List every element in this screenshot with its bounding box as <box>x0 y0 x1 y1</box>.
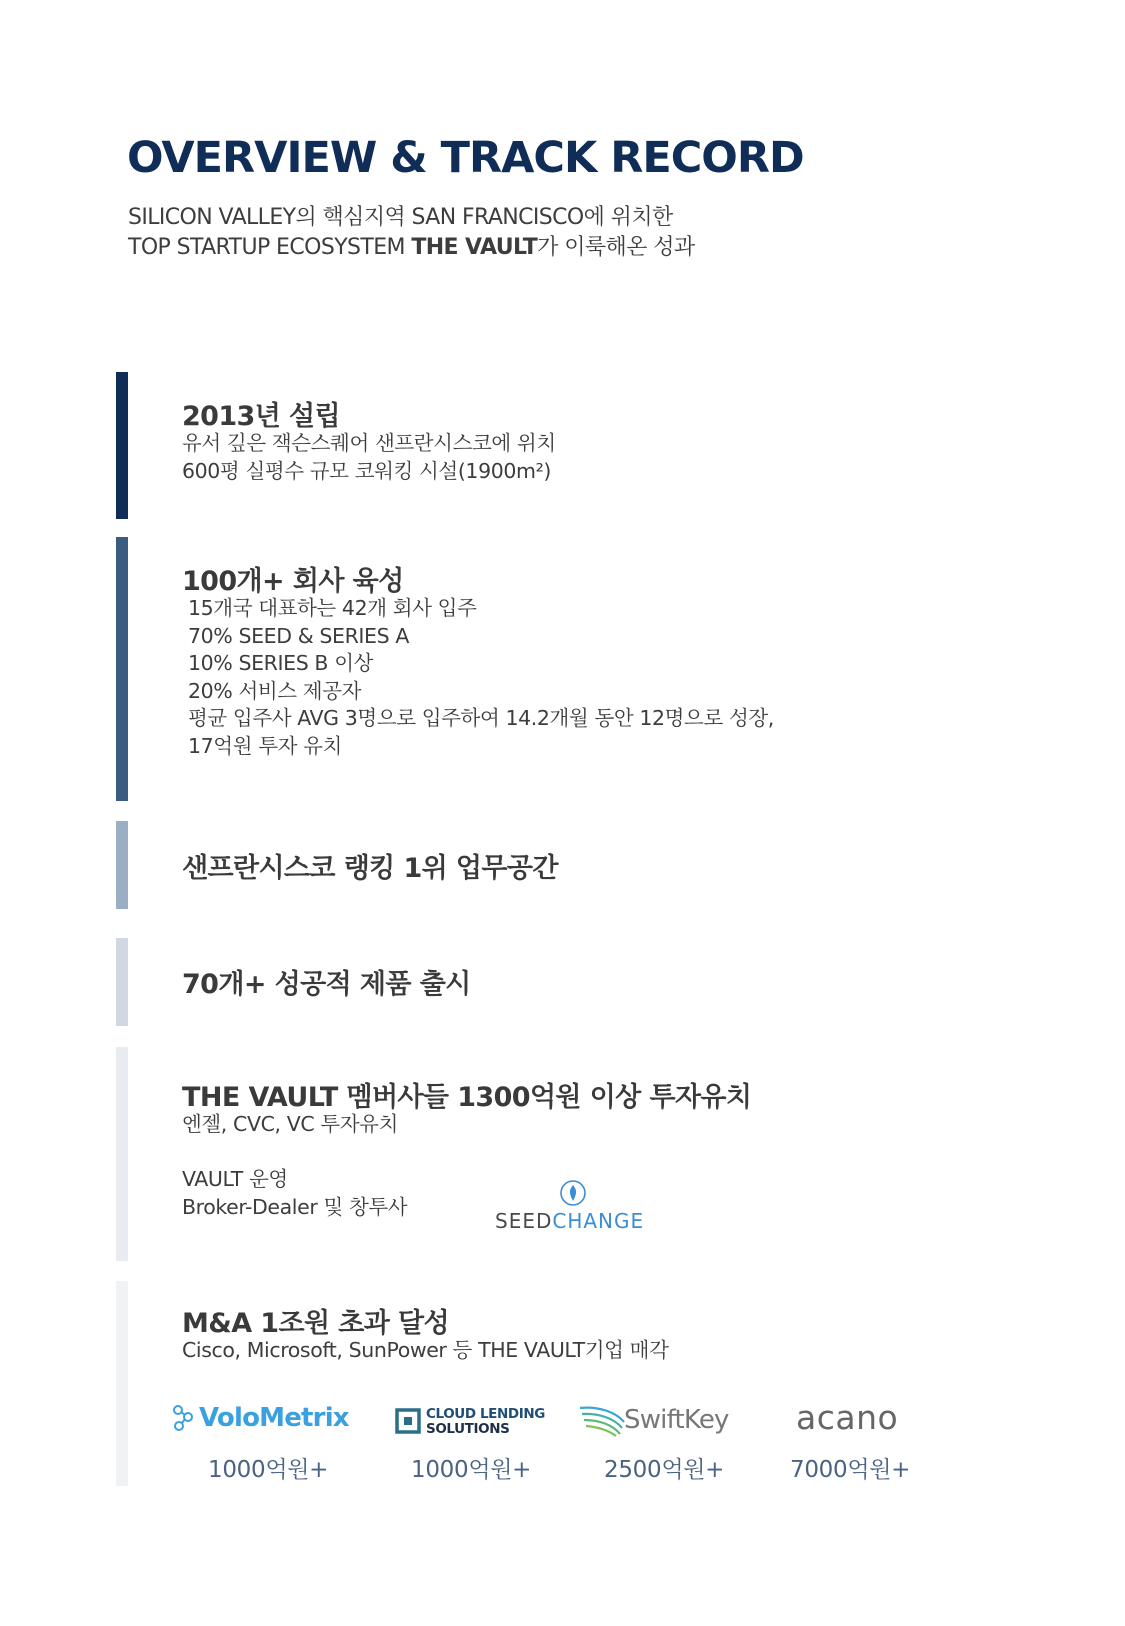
volometrix-wordmark: VoloMetrix <box>199 1403 349 1433</box>
exit-amount: 7000억원+ <box>790 1457 911 1483</box>
section-line: 20% 서비스 제공자 <box>188 678 362 703</box>
subtitle-line-2-suffix: 가 이룩해온 성과 <box>537 235 695 260</box>
cloud-lending-mark-icon <box>395 1408 421 1434</box>
cloud-lending-wordmark-1: CLOUD LENDING <box>426 1406 545 1422</box>
section-ranking <box>116 821 996 909</box>
acano-wordmark: acano <box>796 1398 899 1437</box>
section-accent-bar <box>116 1281 128 1486</box>
section-line: 600평 실평수 규모 코워킹 시설(1900m²) <box>182 458 551 483</box>
section-accent-bar <box>116 372 128 519</box>
exit-volometrix <box>172 1400 362 1490</box>
cloud-lending-logo <box>393 1400 583 1440</box>
volometrix-molecule-icon <box>172 1404 198 1434</box>
section-heading: 100개+ 회사 육성 <box>182 566 404 597</box>
subtitle-line-1: SILICON VALLEY의 핵심지역 SAN FRANCISCO에 위치한 <box>128 205 673 230</box>
exit-swiftkey <box>578 1400 768 1490</box>
section-extra-lines <box>182 1166 407 1221</box>
subtitle-brand: THE VAULT <box>411 235 538 260</box>
section-line: 엔젤, CVC, VC 투자유치 <box>182 1112 398 1136</box>
section-line: Cisco, Microsoft, SunPower 등 THE VAULT기업 매각 <box>182 1338 669 1362</box>
section-accent-bar <box>116 821 128 909</box>
section-accent-bar <box>116 938 128 1026</box>
seedchange-logo <box>495 1183 655 1238</box>
cloud-lending-wordmark-2: SOLUTIONS <box>426 1421 510 1437</box>
section-accent-bar <box>116 1047 128 1261</box>
section-lines <box>182 1111 398 1139</box>
section-incubated <box>116 537 996 801</box>
seedchange-wordmark <box>495 1209 644 1233</box>
section-line: 15개국 대표하는 42개 회사 입주 <box>188 596 477 620</box>
section-heading: 샌프란시스코 랭킹 1위 업무공간 <box>182 853 558 884</box>
section-accent-bar <box>116 537 128 801</box>
section-founded <box>116 372 996 519</box>
section-line: 평균 입주사 AVG 3명으로 입주하여 14.2개월 동안 12명으로 성장, <box>188 706 774 730</box>
section-line: 10% SERIES B 이상 <box>188 651 374 675</box>
section-line: VAULT 운영 <box>182 1167 288 1191</box>
section-line: 17억원 투자 유치 <box>188 733 342 758</box>
section-lines <box>182 430 556 485</box>
exit-amount: 1000억원+ <box>411 1457 532 1483</box>
exit-acano <box>790 1400 980 1490</box>
section-heading: THE VAULT 멤버사들 1300억원 이상 투자유치 <box>182 1082 752 1113</box>
section-line: 유서 깊은 잭슨스퀘어 샌프란시스코에 위치 <box>182 431 556 455</box>
swiftkey-wordmark: SwiftKey <box>624 1405 729 1435</box>
section-line: Broker-Dealer 및 창투사 <box>182 1194 408 1219</box>
section-lines <box>182 1337 668 1365</box>
section-products <box>116 938 996 1026</box>
section-lines <box>188 595 774 760</box>
swiftkey-logo <box>578 1400 768 1440</box>
swiftkey-swoosh-icon <box>578 1402 626 1438</box>
page-title: OVERVIEW & TRACK RECORD <box>127 133 804 183</box>
section-heading: 70개+ 성공적 제품 출시 <box>182 969 471 1000</box>
subtitle-line-2-prefix: TOP STARTUP ECOSYSTEM <box>128 235 412 260</box>
volometrix-logo <box>172 1400 362 1440</box>
section-heading: M&A 1조원 초과 달성 <box>182 1308 449 1339</box>
seedchange-drop-icon <box>559 1179 587 1207</box>
acano-logo <box>790 1400 980 1440</box>
exit-amount: 2500억원+ <box>604 1457 725 1483</box>
exit-cloud-lending <box>393 1400 583 1490</box>
subtitle-line-2 <box>128 233 695 263</box>
exit-amount: 1000억원+ <box>208 1457 329 1483</box>
section-heading: 2013년 설립 <box>182 401 340 432</box>
seedchange-wordmark-seed: SEED <box>495 1209 553 1233</box>
section-line: 70% SEED & SERIES A <box>188 623 409 648</box>
seedchange-wordmark-change: CHANGE <box>552 1209 645 1233</box>
page-subtitle <box>128 203 695 263</box>
